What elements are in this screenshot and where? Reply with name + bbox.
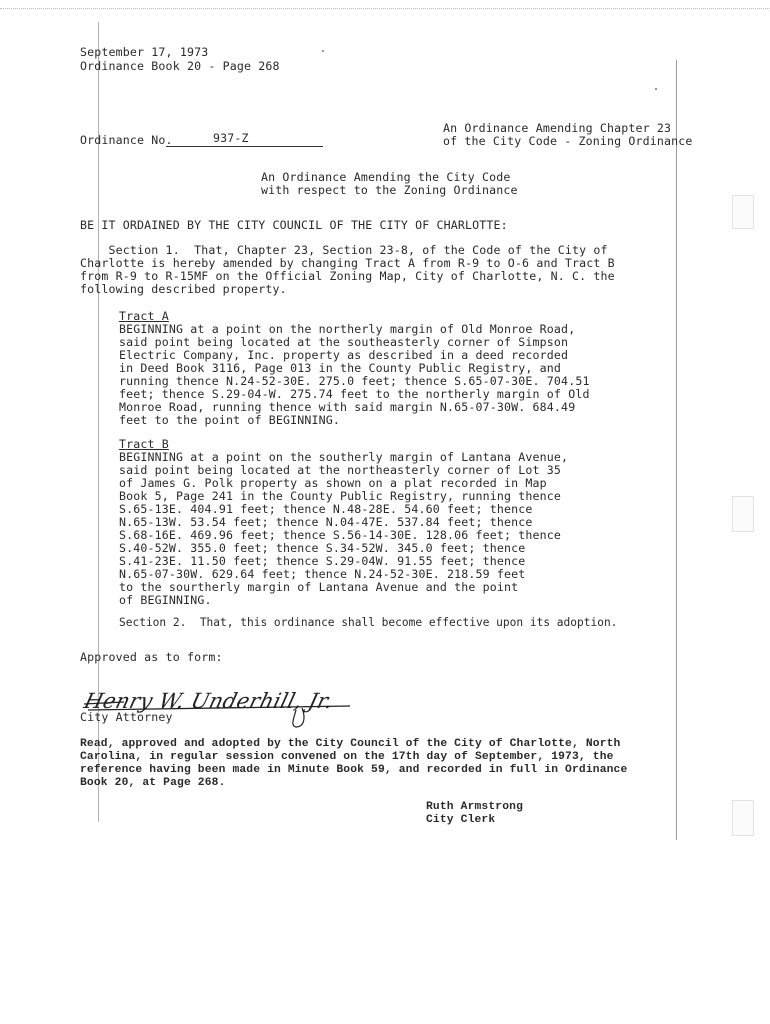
section-1-line: from R-9 to R-15MF on the Official Zoning Map, City of Charlotte, N. C. the — [80, 269, 615, 283]
ordinance-number: 937-Z — [213, 131, 249, 145]
section-2-paragraph: Section 2. That, this ordinance shall become effective upon its adoption. — [119, 616, 618, 629]
certification-line: reference having been made in Minute Book 59, and recorded in full in Ordinance — [80, 764, 628, 776]
scan-margin-mark-3 — [732, 800, 754, 836]
right-margin-line — [676, 60, 677, 840]
tract-b-line: S.68-16E. 469.96 feet; thence S.56-14-30E. 128.06 feet; thence — [119, 528, 562, 542]
tract-a-line: feet; thence S.29-04-W. 275.74 feet to the northerly margin of Old — [119, 387, 590, 401]
ordinance-caption-line-2: of the City Code - Zoning Ordinance — [443, 134, 693, 148]
enacting-clause: BE IT ORDAINED BY THE CITY COUNCIL OF THE CITY OF CHARLOTTE: — [80, 218, 508, 232]
certification-line: Book 20, at Page 268. — [80, 777, 226, 789]
ordinance-caption-line-1: An Ordinance Amending Chapter 23 — [443, 121, 672, 135]
tract-b-line: N.65-07-30W. 629.64 feet; thence N.24-52-30E. 218.59 feet — [119, 567, 526, 581]
tract-a-line: feet to the point of BEGINNING. — [119, 413, 341, 427]
tract-a-line: said point being located at the southeasterly corner of Simpson — [119, 335, 569, 349]
clerk-name: Ruth Armstrong — [426, 801, 524, 813]
approval-label: Approved as to form: — [80, 650, 223, 664]
scan-speck — [322, 50, 324, 52]
section-1-line: Section 1. That, Chapter 23, Section 23-8, of the Code of the City of — [80, 243, 608, 257]
scan-speck — [655, 88, 657, 90]
tract-a-line: running thence N.24-52-30E. 275.0 feet; thence S.65-07-30E. 704.51 — [119, 374, 590, 388]
ordinance-title-line-2: with respect to the Zoning Ordinance — [261, 183, 518, 197]
certification-line: Carolina, in regular session convened on the 17th day of September, 1973, the — [80, 751, 614, 763]
ordinance-number-label: Ordinance No. — [80, 133, 173, 147]
tract-a-line: BEGINNING at a point on the northerly margin of Old Monroe Road, — [119, 322, 576, 336]
clerk-title: City Clerk — [426, 814, 496, 826]
tract-a-heading: Tract A — [119, 309, 169, 323]
tract-b-line: to the sourtherly margin of Lantana Avenue and the point — [119, 580, 519, 594]
signature-text: Henry W. Underhill, Jr. — [82, 689, 336, 714]
certification-line: Read, approved and adopted by the City Council of the City of Charlotte, North — [80, 738, 621, 750]
tract-a-line: in Deed Book 3116, Page 013 in the County Public Registry, and — [119, 361, 562, 375]
ordinance-title-line-1: An Ordinance Amending the City Code — [261, 170, 511, 184]
tract-b-line: Book 5, Page 241 in the County Public Registry, running thence — [119, 489, 562, 503]
scan-top-edge — [0, 8, 770, 9]
scan-margin-mark-1 — [732, 195, 754, 229]
tract-b-line: S.40-52W. 355.0 feet; thence S.34-52W. 345.0 feet; thence — [119, 541, 526, 555]
tract-b-line: S.41-23E. 11.50 feet; thence S.29-04W. 91.55 feet; thence — [119, 554, 526, 568]
tract-b-line: of BEGINNING. — [119, 593, 212, 607]
tract-b-line: said point being located at the northeasterly corner of Lot 35 — [119, 463, 562, 477]
signer-title: City Attorney — [80, 710, 173, 724]
tract-a-line: Monroe Road, running thence with said margin N.65-07-30W. 684.49 — [119, 400, 576, 414]
tract-b-line: S.65-13E. 404.91 feet; thence N.48-28E. 54.60 feet; thence — [119, 502, 533, 516]
tract-a-line: Electric Company, Inc. property as described in a deed recorded — [119, 348, 569, 362]
section-1-line: following described property. — [80, 282, 287, 296]
tract-b-line: BEGINNING at a point on the southerly margin of Lantana Avenue, — [119, 450, 569, 464]
tract-b-line: of James G. Polk property as shown on a plat recorded in Map — [119, 476, 547, 490]
tract-b-line: N.65-13W. 53.54 feet; thence N.04-47E. 537.84 feet; thence — [119, 515, 533, 529]
section-1-line: Charlotte is hereby amended by changing Tract A from R-9 to O-6 and Tract B — [80, 256, 615, 270]
ordinance-book-reference: Ordinance Book 20 - Page 268 — [80, 59, 280, 73]
document-date: September 17, 1973 — [80, 45, 209, 59]
tract-b-heading: Tract B — [119, 437, 169, 451]
scan-margin-mark-2 — [732, 496, 754, 532]
ordinance-number-underline — [166, 146, 323, 147]
